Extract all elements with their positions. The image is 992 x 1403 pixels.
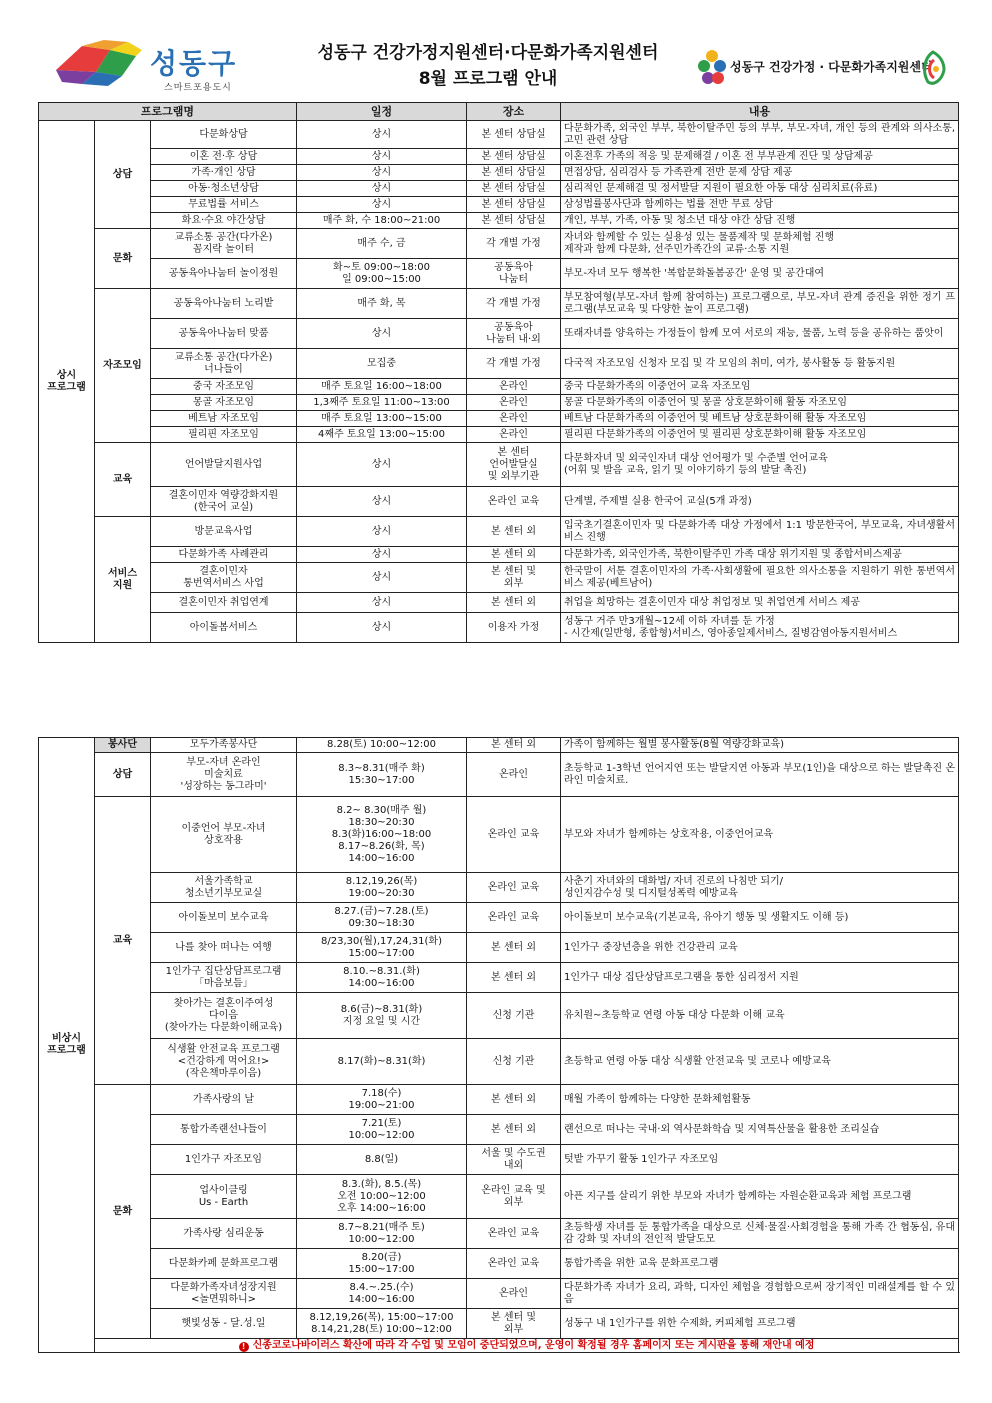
program-name: 베트남 자조모임: [151, 411, 297, 427]
program-content: 가족이 함께하는 월별 봉사활동(8월 역량강화교육): [561, 738, 959, 753]
program-name: 찾아가는 결혼이주여성 다이음 (찾아가는 다문화이해교육): [151, 993, 297, 1039]
program-name: 공동육아나눔터 노리밭: [151, 289, 297, 319]
program-place: 본 센터 상담실: [467, 181, 561, 197]
category-counsel: 상담: [95, 121, 151, 229]
program-content: 아픈 지구를 살리기 위한 부모와 자녀가 함께하는 자원순환교육과 체험 프로그램: [561, 1175, 959, 1219]
program-place: 온라인: [467, 427, 561, 443]
table-row: [39, 319, 959, 349]
program-content: 베트남 다문화가족의 이중언어 및 베트남 상호문화이해 활동 자조모임: [561, 411, 959, 427]
col-header-content: 내용: [561, 103, 959, 121]
program-schedule: 상시: [297, 593, 467, 613]
program-name: 공동육아나눔터 맞품: [151, 319, 297, 349]
program-place: 서울 및 수도권 내외: [467, 1145, 561, 1175]
program-place: 본 센터 상담실: [467, 213, 561, 229]
program-schedule: 8.4.~.25.(수) 14:00~16:00: [297, 1279, 467, 1309]
program-schedule: 1,3째주 토요일 11:00~13:00: [297, 395, 467, 411]
program-content: 입국초기결혼이민자 및 다문화가족 대상 가정에서 1:1 방문한국어, 부모교육, 자녀생활서비스 진행: [561, 517, 959, 547]
program-place: 온라인 교육: [467, 1249, 561, 1279]
program-content: 심리적인 문제해결 및 정서발달 지원이 필요한 아동 대상 심리치료(유료): [561, 181, 959, 197]
table-row: [39, 1175, 959, 1219]
program-schedule: 상시: [297, 443, 467, 487]
program-name: 모두가족봉사단: [151, 738, 297, 753]
program-content: 아이돌보미 보수교육(기본교육, 유아기 행동 및 생활지도 이해 등): [561, 903, 959, 933]
program-name: 통합가족랜선나들이: [151, 1115, 297, 1145]
program-place: 본 센터 외: [467, 517, 561, 547]
program-content: 필리핀 다문화가족의 이중언어 및 필리핀 상호문화이해 활동 자조모임: [561, 427, 959, 443]
category-selfhelp: 자조모임: [95, 289, 151, 443]
program-content: 개인, 부부, 가족, 아동 및 청소년 대상 야간 상담 진행: [561, 213, 959, 229]
table-row: [39, 933, 959, 963]
program-schedule: 8.12,19,26(목) 19:00~20:30: [297, 873, 467, 903]
program-schedule: 매주 수, 금: [297, 229, 467, 259]
program-schedule: 7.21(토) 10:00~12:00: [297, 1115, 467, 1145]
table-row: [39, 149, 959, 165]
program-schedule: 8.6(금)~8.31(화) 지정 요일 및 시간: [297, 993, 467, 1039]
program-name: 결혼이민자 취업연계: [151, 593, 297, 613]
program-schedule: 상시: [297, 487, 467, 517]
program-place: 각 개별 가정: [467, 229, 561, 259]
program-schedule: 상시: [297, 197, 467, 213]
program-name: 아동·청소년상담: [151, 181, 297, 197]
program-name: 가족사랑 심리운동: [151, 1219, 297, 1249]
title-line-2: 8월 프로그램 안내: [418, 69, 558, 89]
notice-row: [39, 1339, 959, 1353]
program-schedule: 7.18(수) 19:00~21:00: [297, 1085, 467, 1115]
program-name: 다문화가족자녀성장지원 <놀면뭐하니>: [151, 1279, 297, 1309]
program-name: 업사이클링 Us - Earth: [151, 1175, 297, 1219]
title-line-1: 성동구 건강가정지원센터·다문화가족지원센터: [317, 43, 659, 63]
table-row: [39, 1219, 959, 1249]
table-row: [39, 1039, 959, 1085]
program-name: 나를 찾아 떠나는 여행: [151, 933, 297, 963]
program-place: 본 센터 외: [467, 1085, 561, 1115]
table-row: [39, 993, 959, 1039]
table-row: [39, 1249, 959, 1279]
program-content: 자녀와 함께할 수 있는 실용성 있는 물품제작 및 문화체험 진행 제작과 함께 다문화, 선주민가족간의 교류·소통 지원: [561, 229, 959, 259]
program-content: 1인가구 대상 집단상담프로그램을 통한 심리정서 지원: [561, 963, 959, 993]
table-row: [39, 873, 959, 903]
program-content: 성동구 내 1인가구를 위한 수제화, 커피체험 프로그램: [561, 1309, 959, 1339]
program-place: 이용자 가정: [467, 613, 561, 643]
program-content: 다문화가족 자녀가 요리, 과학, 디자인 체험을 경험함으로써 장기적인 미래설계를 할 수 있음: [561, 1279, 959, 1309]
program-name: 1인가구 자조모임: [151, 1145, 297, 1175]
program-place: 온라인: [467, 395, 561, 411]
table-row: [39, 379, 959, 395]
program-name: 방문교육사업: [151, 517, 297, 547]
program-place: 온라인: [467, 411, 561, 427]
program-schedule: 8.3~8.31(매주 화) 15:30~17:00: [297, 753, 467, 797]
program-content: 통합가족을 위한 교육 문화프로그램: [561, 1249, 959, 1279]
center-logo: [698, 46, 958, 90]
table-row: [39, 753, 959, 797]
program-name: 필리핀 자조모임: [151, 427, 297, 443]
program-schedule: 8.2~ 8.30(매주 월) 18:30~20:30 8.3(화)16:00~18:00 8.17~8.26(화, 목) 14:00~16:00: [297, 797, 467, 873]
program-schedule: 매주 토요일 16:00~18:00: [297, 379, 467, 395]
program-content: 1인가구 중장년층을 위한 건강관리 교육: [561, 933, 959, 963]
program-content: 초등학생 자녀를 둔 통합가족을 대상으로 신체·물질·사회경험을 통해 가족 간 협동심, 유대감 강화 및 자녀의 전인적 발달도모: [561, 1219, 959, 1249]
program-place: 공동육아 나눔터 내·외: [467, 319, 561, 349]
program-content: 취업을 희망하는 결혼이민자 대상 취업정보 및 취업연계 서비스 제공: [561, 593, 959, 613]
program-name: 결혼이민자 역량강화지원 (한국어 교실): [151, 487, 297, 517]
group-label-regular: 상시 프로그램: [39, 121, 95, 643]
program-schedule: 매주 토요일 13:00~15:00: [297, 411, 467, 427]
program-schedule: 8.3.(화), 8.5.(목) 오전 10:00~12:00 오후 14:00~16:00: [297, 1175, 467, 1219]
program-schedule: 8.27.(금)~7.28.(토) 09:30~18:30: [297, 903, 467, 933]
program-schedule: 8.7~8.21(매주 토) 10:00~12:00: [297, 1219, 467, 1249]
program-schedule: 상시: [297, 181, 467, 197]
page-header: [38, 38, 958, 98]
table-row: [39, 613, 959, 643]
program-place: 본 센터 외: [467, 738, 561, 753]
table-row: [39, 517, 959, 547]
category-volunteer: 봉사단: [95, 738, 151, 753]
program-place: 본 센터 외: [467, 1115, 561, 1145]
program-place: 신청 기관: [467, 1039, 561, 1085]
program-content: 단계별, 주제별 실용 한국어 교실(5개 과정): [561, 487, 959, 517]
program-place: 온라인: [467, 1279, 561, 1309]
program-schedule: 상시: [297, 547, 467, 563]
program-place: 본 센터 외: [467, 933, 561, 963]
table-row: [39, 197, 959, 213]
seongdong-emblem-icon: [52, 40, 144, 86]
table-header-row: [39, 103, 959, 121]
program-name: 다문화가족 사례관리: [151, 547, 297, 563]
program-place: 온라인: [467, 753, 561, 797]
program-place: 온라인: [467, 379, 561, 395]
program-schedule: 상시: [297, 319, 467, 349]
program-content: 삼성법률봉사단과 함께하는 법률 전반 무료 상담: [561, 197, 959, 213]
program-place: 본 센터 상담실: [467, 121, 561, 149]
program-name: 몽골 자조모임: [151, 395, 297, 411]
program-content: 초등학교 연령 아동 대상 식생활 안전교육 및 코로나 예방교육: [561, 1039, 959, 1085]
program-content: 랜선으로 떠나는 국내·외 역사문화학습 및 지역특산물을 활용한 조리실습: [561, 1115, 959, 1145]
table-row: [39, 181, 959, 197]
table-row: [39, 563, 959, 593]
program-content: 중국 다문화가족의 이중언어 교육 자조모임: [561, 379, 959, 395]
document-title: [278, 40, 698, 92]
center-emblem-icon: [920, 50, 946, 86]
program-name: 다문화상담: [151, 121, 297, 149]
table-row: [39, 547, 959, 563]
program-schedule: 모집중: [297, 349, 467, 379]
col-header-program: 프로그램명: [39, 103, 297, 121]
program-name: 화요·수요 야간상담: [151, 213, 297, 229]
category-culture: 문화: [95, 229, 151, 289]
table-row: [39, 487, 959, 517]
program-name: 이중언어 부모-자녀 상호작용: [151, 797, 297, 873]
table-row: [39, 1115, 959, 1145]
table-row: [39, 1085, 959, 1115]
program-content: 초등학교 1-3학년 언어지연 또는 발달지연 아동과 부모(1인)을 대상으로 하는 발달촉진 온라인 미술치료.: [561, 753, 959, 797]
covid-notice: [95, 1339, 959, 1353]
program-schedule: 8.12,19,26(목), 15:00~17:00 8.14,21,28(토) 10:00~12:00: [297, 1309, 467, 1339]
program-schedule: 8.17(화)~8.31(화): [297, 1039, 467, 1085]
program-place: 온라인 교육: [467, 797, 561, 873]
flower-icon: [698, 48, 726, 88]
program-schedule: 상시: [297, 149, 467, 165]
program-place: 온라인 교육: [467, 903, 561, 933]
brand-name: 성동구: [150, 47, 238, 80]
table-row: [39, 1279, 959, 1309]
program-place: 본 센터 상담실: [467, 197, 561, 213]
table-row: [39, 427, 959, 443]
program-content: 사춘기 자녀와의 대화법/ 자녀 진로의 나침반 되기/ 성인지감수성 및 디지털성폭력 예방교육: [561, 873, 959, 903]
program-name: 아이돌보미 보수교육: [151, 903, 297, 933]
program-place: 공동육아 나눔터: [467, 259, 561, 289]
program-schedule: 8.10.~8.31.(화) 14:00~16:00: [297, 963, 467, 993]
category-culture: 문화: [95, 1085, 151, 1339]
program-name: 1인가구 집단상담프로그램 「마음보듬」: [151, 963, 297, 993]
col-header-place: 장소: [467, 103, 561, 121]
program-name: 중국 자조모임: [151, 379, 297, 395]
program-content: 부모와 자녀가 함께하는 상호작용, 이중언어교육: [561, 797, 959, 873]
program-place: 각 개별 가정: [467, 289, 561, 319]
table-row: [39, 797, 959, 873]
table-row: [39, 963, 959, 993]
program-name: 식생활 안전교육 프로그램 <건강하게 먹어요!> (작은책마루이음): [151, 1039, 297, 1085]
program-place: 본 센터 상담실: [467, 165, 561, 181]
program-name: 교류소통 공간(다가온) 너나들이: [151, 349, 297, 379]
category-education: 교육: [95, 443, 151, 517]
table-row: [39, 289, 959, 319]
program-schedule: 매주 화, 수 18:00~21:00: [297, 213, 467, 229]
program-place: 본 센터 외: [467, 963, 561, 993]
program-place: 본 센터 외: [467, 547, 561, 563]
program-place: 온라인 교육 및 외부: [467, 1175, 561, 1219]
program-schedule: 상시: [297, 165, 467, 181]
program-name: 부모-자녀 온라인 미술치료 '성장하는 동그라미': [151, 753, 297, 797]
program-content: 다문화자녀 및 외국인자녀 대상 언어평가 및 수준별 언어교육 (어휘 및 발음 교육, 읽기 및 이야기하기 등의 발달 촉진): [561, 443, 959, 487]
program-name: 다문화카페 문화프로그램: [151, 1249, 297, 1279]
table-row: [39, 411, 959, 427]
table-row: [39, 738, 959, 753]
program-content: 성동구 거주 만3개월~12세 이하 자녀를 둔 가정 - 시간제(일반형, 종합형)서비스, 영아종일제서비스, 질병감염아동지원서비스: [561, 613, 959, 643]
program-name: 서울가족학교 청소년기부모교실: [151, 873, 297, 903]
brand-slogan: 스마트포용도시: [164, 83, 232, 93]
program-place: 본 센터 상담실: [467, 149, 561, 165]
program-name: 이혼 전·후 상담: [151, 149, 297, 165]
program-name: 결혼이민자 통번역서비스 사업: [151, 563, 297, 593]
category-counsel: 상담: [95, 753, 151, 797]
program-name: 교류소통 공간(다가온) 꼼지락 놀이터: [151, 229, 297, 259]
group-label-irregular: 비상시 프로그램: [39, 738, 95, 1353]
notice-text: 신종코로나바이러스 확산에 따라 각 수업 및 모임이 중단되었으며, 운영이 확정될 경우 홈페이지 또는 게시판을 통해 재안내 예정: [252, 1339, 815, 1351]
regular-program-table: [38, 102, 959, 643]
program-place: 각 개별 가정: [467, 349, 561, 379]
table-row: [39, 259, 959, 289]
program-schedule: 8.8(일): [297, 1145, 467, 1175]
alert-icon: !: [239, 1342, 249, 1352]
table-row: [39, 165, 959, 181]
program-name: 언어발달지원사업: [151, 443, 297, 487]
table-row: [39, 395, 959, 411]
program-content: 다문화가족, 외국인가족, 북한이탈주민 가족 대상 위기지원 및 종합서비스제공: [561, 547, 959, 563]
program-name: 가족·개인 상담: [151, 165, 297, 181]
program-schedule: 상시: [297, 563, 467, 593]
program-place: 온라인 교육: [467, 873, 561, 903]
program-place: 본 센터 및 외부: [467, 1309, 561, 1339]
program-schedule: 8/23,30(월),17,24,31(화) 15:00~17:00: [297, 933, 467, 963]
program-content: 또래자녀를 양육하는 가정들이 함께 모여 서로의 재능, 물품, 노력 등을 공유하는 품앗이: [561, 319, 959, 349]
irregular-program-table: [38, 737, 959, 1353]
program-place: 온라인 교육: [467, 487, 561, 517]
seongdong-logo: [52, 40, 252, 92]
table-row: [39, 349, 959, 379]
program-schedule: 8.28(토) 10:00~12:00: [297, 738, 467, 753]
table-row: [39, 229, 959, 259]
table-row: [39, 593, 959, 613]
table-row: [39, 1145, 959, 1175]
program-schedule: 4째주 토요일 13:00~15:00: [297, 427, 467, 443]
table-row: [39, 213, 959, 229]
program-schedule: 화~토 09:00~18:00 일 09:00~15:00: [297, 259, 467, 289]
program-content: 텃밭 가꾸기 활동 1인가구 자조모임: [561, 1145, 959, 1175]
table-row: [39, 121, 959, 149]
program-schedule: 매주 화, 목: [297, 289, 467, 319]
program-place: 신청 기관: [467, 993, 561, 1039]
program-content: 부모참여형(부모-자녀 함께 참여하는) 프로그램으로, 부모-자녀 관계 증진을 위한 정기 프로그램(부모교육 및 다양한 놀이 프로그램): [561, 289, 959, 319]
program-content: 부모-자녀 모두 행복한 '복합문화돌봄공간' 운영 및 공간대여: [561, 259, 959, 289]
program-schedule: 상시: [297, 121, 467, 149]
program-content: 면접상담, 심리검사 등 가족관계 전반 문제 상담 제공: [561, 165, 959, 181]
program-place: 온라인 교육: [467, 1219, 561, 1249]
program-place: 본 센터 언어발달실 및 외부기관: [467, 443, 561, 487]
program-name: 햇빛성동 - 달.성.일: [151, 1309, 297, 1339]
program-content: 이혼전후 가족의 적응 및 문제해결 / 이혼 전 부부관계 진단 및 상담제공: [561, 149, 959, 165]
program-content: 다문화가족, 외국인 부부, 북한이탈주민 등의 부부, 부모-자녀, 개인 등의 관계와 의사소통, 고민 관련 상담: [561, 121, 959, 149]
program-content: 유치원~초등학교 연령 아동 대상 다문화 이해 교육: [561, 993, 959, 1039]
program-content: 다국적 자조모임 신청자 모집 및 각 모임의 취미, 여가, 봉사활동 등 활동지원: [561, 349, 959, 379]
program-name: 가족사랑의 날: [151, 1085, 297, 1115]
category-service: 서비스 지원: [95, 517, 151, 643]
program-content: 한국말이 서툰 결혼이민자의 가족·사회생활에 필요한 의사소통을 지원하기 위한 통번역서비스 제공(베트남어): [561, 563, 959, 593]
program-content: 매월 가족이 함께하는 다양한 문화체험활동: [561, 1085, 959, 1115]
program-schedule: 8.20(금) 15:00~17:00: [297, 1249, 467, 1279]
col-header-schedule: 일정: [297, 103, 467, 121]
table-row: [39, 903, 959, 933]
program-schedule: 상시: [297, 613, 467, 643]
program-name: 공동육아나눔터 놀이정원: [151, 259, 297, 289]
program-name: 무료법률 서비스: [151, 197, 297, 213]
program-place: 본 센터 외: [467, 593, 561, 613]
program-content: 몽골 다문화가족의 이중언어 및 몽골 상호문화이해 활동 자조모임: [561, 395, 959, 411]
program-schedule: 상시: [297, 517, 467, 547]
program-name: 아이돌봄서비스: [151, 613, 297, 643]
center-logo-text: 성동구 건강가정 · 다문화가족지원센터: [730, 60, 933, 74]
table-row: [39, 443, 959, 487]
program-place: 본 센터 및 외부: [467, 563, 561, 593]
category-education: 교육: [95, 797, 151, 1085]
table-row: [39, 1309, 959, 1339]
